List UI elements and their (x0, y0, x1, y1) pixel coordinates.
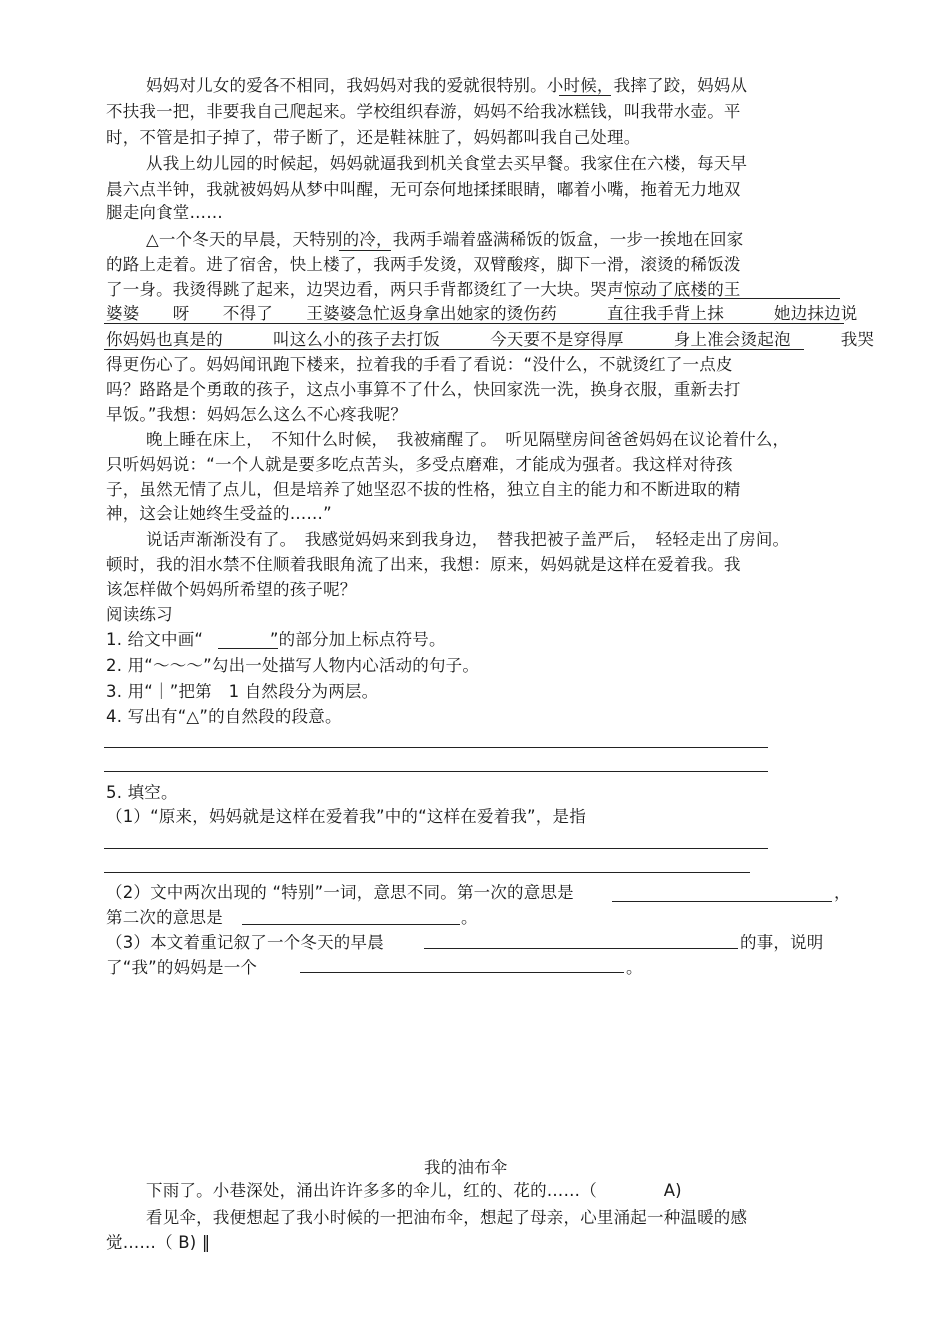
p2-line-1: 从我上幼儿园的时候起，妈妈就逼我到机关食堂去买早餐。我家住在六楼，每天早 (146, 154, 748, 173)
blank-underline (614, 298, 840, 299)
question-3: 3. 用“｜”把第 1 自然段分为两层。 (106, 682, 379, 701)
blank-underline (104, 323, 844, 324)
p3-line-4: 婆婆 呀 不得了 王婆婆急忙返身拿出她家的烫伤药 直往我手背上抹 她边抹边说 (106, 304, 858, 323)
p5-line-3: 该怎样做个妈妈所希望的孩子呢？ (106, 580, 357, 599)
question-5-3a: （3）本文着重记叙了一个冬天的早晨 (106, 933, 384, 952)
answer-line-q4-2[interactable] (104, 771, 768, 772)
question-5-2a: （2）文中两次出现的 “特别”一词，意思不同。第一次的意思是 (106, 883, 574, 902)
question-1: 1. 给文中画“ ”的部分加上标点符号。 (106, 630, 446, 649)
answer-blank-q5-2b[interactable] (242, 924, 460, 925)
p5-line-1: 说话声渐渐没有了。 我感觉妈妈来到我身边， 替我把被子盖严后， 轻轻走出了房间。 (146, 530, 790, 549)
blank-underline (104, 349, 804, 350)
p1-line-2: 不扶我一把，非要我自己爬起来。学校组织春游，妈妈不给我冰糕钱，叫我带水壶。平 (106, 102, 741, 121)
question-2: 2. 用“～～～”勾出一处描写人物内心活动的句子。 (106, 656, 480, 675)
q5-3a-end: 的事，说明 (740, 933, 824, 952)
exercise-heading: 阅读练习 (106, 605, 173, 624)
p4-line-1: 晚上睡在床上， 不知什么时候， 我被痛醒了。 听见隔壁房间爸爸妈妈在议论着什么， (146, 430, 790, 449)
passage2-title: 我的油布伞 (424, 1158, 508, 1177)
p3-line-3: 了一身。我烫得跳了起来，边哭边看，两只手背都烫红了一大块。哭声惊动了底楼的王 (106, 280, 741, 299)
p3-line-2: 的路上走着。进了宿舍，快上楼了，我两手发烫，双臂酸疼，脚下一滑，滚烫的稀饭泼 (106, 255, 741, 274)
p4-line-2: 只听妈妈说：“一个人就是要多吃点苦头，多受点磨难，才能成为强者。我这样对待孩 (106, 455, 733, 474)
answer-blank-q5-3a[interactable] (424, 948, 738, 949)
p1-line-1: 妈妈对儿女的爱各不相同，我妈妈对我的爱就很特别。小时候，我摔了跤，妈妈从 (146, 76, 748, 95)
punct: 。 (626, 958, 643, 977)
question-5-1: （1）“原来，妈妈就是这样在爱着我”中的“这样在爱着我”，是指 (106, 807, 586, 826)
p4-line-3: 子，虽然无情了点儿，但是培养了她坚忍不拔的性格，独立自主的能力和不断进取的精 (106, 480, 741, 499)
p3-line-8: 早饭。”我想：妈妈怎么这么不心疼我呢？ (106, 405, 408, 424)
p5-line-2: 顿时，我的泪水禁不住顺着我眼角流了出来，我想：原来，妈妈就是这样在爱着我。我 (106, 555, 741, 574)
passage2-line-2: 看见伞，我便想起了我小时候的一把油布伞，想起了母亲，心里涌起一种温暖的感 (146, 1208, 748, 1227)
answer-line-q5-1a[interactable] (104, 848, 768, 849)
p3-line-6: 得更伤心了。妈妈闻讯跑下楼来，拉着我的手看了看说：“没什么，不就烫红了一点皮 (106, 355, 733, 374)
blank-underline (218, 648, 278, 649)
punct: 。 (461, 908, 478, 927)
question-4: 4. 写出有“△”的自然段的段意。 (106, 707, 342, 726)
p4-line-4: 神，这会让她终生受益的……” (106, 504, 332, 523)
underline-mark (339, 250, 391, 251)
answer-line-q4-1[interactable] (104, 747, 768, 748)
question-5-2b: 第二次的意思是 (106, 908, 223, 927)
p2-line-3: 腿走向食堂…… (106, 203, 223, 222)
answer-blank-q5-3b[interactable] (300, 972, 624, 973)
question-5: 5. 填空。 (106, 783, 178, 802)
passage2-line-3: 觉……（ B) ‖ (106, 1233, 211, 1252)
answer-blank-q5-2a[interactable] (612, 901, 832, 902)
punct: ， (834, 883, 851, 902)
answer-line-q5-1b[interactable] (104, 872, 750, 873)
underline-mark (559, 95, 611, 96)
question-5-3b: 了“我”的妈妈是一个 (106, 958, 258, 977)
passage2-line-1: 下雨了。小巷深处，涌出许许多多的伞儿，红的、花的……（ A) (146, 1181, 682, 1200)
p3-line-7: 吗？路路是个勇敢的孩子，这点小事算不了什么，快回家洗一洗，换身衣服，重新去打 (106, 380, 741, 399)
p2-line-2: 晨六点半钟，我就被妈妈从梦中叫醒，无可奈何地揉揉眼睛，嘟着小嘴，拖着无力地双 (106, 180, 741, 199)
p3-line-1: △一个冬天的早晨，天特别的冷，我两手端着盛满稀饭的饭盒，一步一挨地在回家 (146, 230, 744, 249)
p1-line-3: 时，不管是扣子掉了，带子断了，还是鞋袜脏了，妈妈都叫我自己处理。 (106, 128, 641, 147)
p3-line-5: 你妈妈也真是的 叫这么小的孩子去打饭 今天要不是穿得厚 身上准会烫起泡 我哭 (106, 330, 875, 349)
